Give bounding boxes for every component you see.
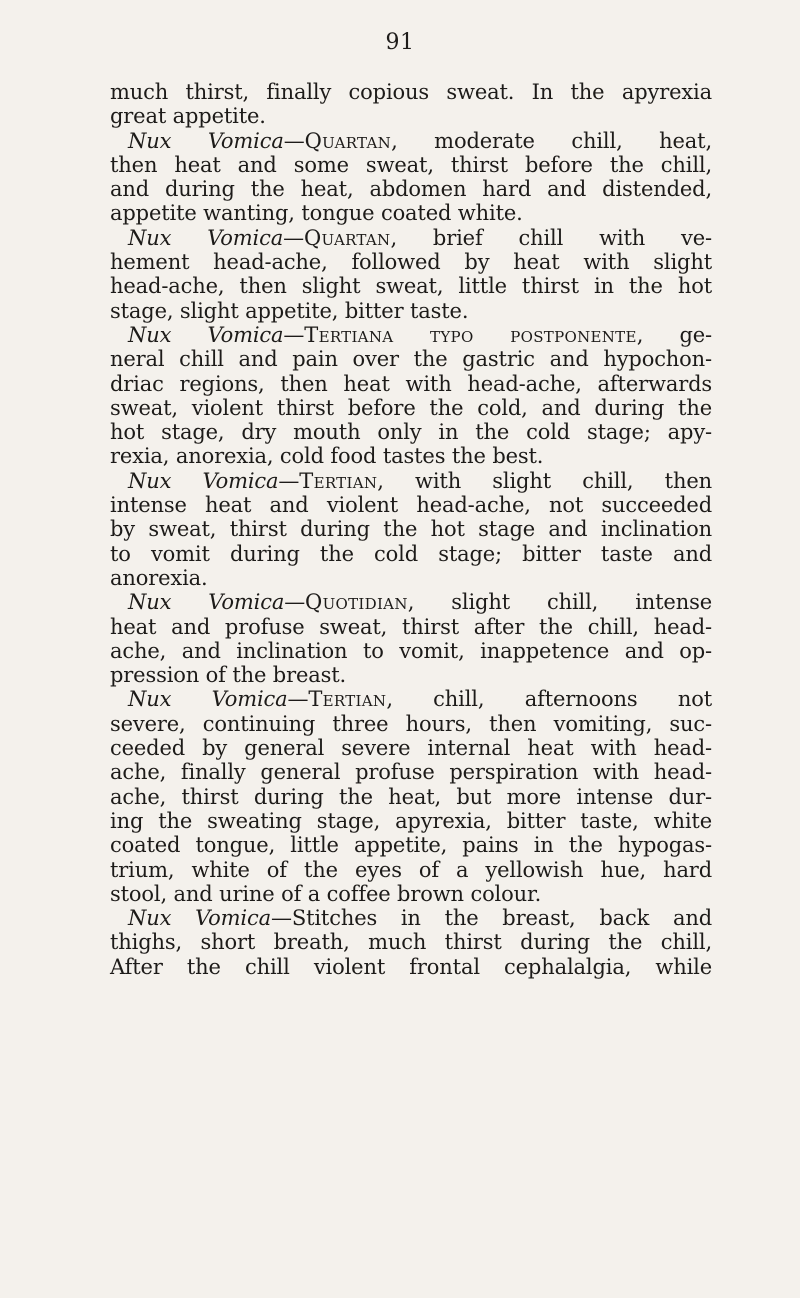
fever-type: Tertian — [308, 687, 387, 712]
text-line: much thirst, finally copious sweat. In the apyrexia — [110, 80, 712, 104]
fever-type: Quotidian — [305, 590, 408, 615]
entry-first-line — [110, 906, 712, 930]
entry-text: , slight chill, intense — [407, 590, 712, 615]
text-line: sweat, violent thirst before the cold, and during the — [110, 395, 712, 420]
text-line: great appetite. — [110, 104, 266, 129]
entry-first-line — [110, 469, 712, 493]
text-line: ache, finally general profuse perspiration with head- — [110, 760, 712, 785]
em-dash: — — [284, 590, 306, 615]
text-line: stool, and urine of a coffee brown colour. — [110, 881, 542, 906]
text-line: appetite wanting, tongue coated white. — [110, 201, 523, 226]
text-line: severe, continuing three hours, then vomiting, suc- — [110, 711, 712, 736]
text-line: hot stage, dry mouth only in the cold stage; apy- — [110, 420, 712, 445]
remedy-name: Nux Vomica — [128, 906, 271, 931]
entry-text: , brief chill with ve- — [390, 225, 712, 250]
entry-text: Stitches in the breast, back and — [291, 906, 712, 931]
remedy-name: Nux Vomica — [128, 687, 288, 712]
entry-text: , with slight chill, then — [377, 468, 712, 493]
em-dash: — — [278, 468, 300, 493]
entry-text: , chill, afternoons not — [386, 687, 712, 712]
text-line: and during the heat, abdomen hard and distended, — [110, 177, 712, 202]
em-dash: — — [287, 687, 309, 712]
text-line: anorexia. — [110, 565, 208, 590]
em-dash: — — [283, 322, 305, 347]
entry-first-line — [110, 687, 712, 711]
page-number: 91 — [385, 30, 415, 55]
em-dash: — — [283, 128, 305, 153]
text-line: rexia, anorexia, cold food tastes the best. — [110, 444, 544, 469]
entry-first-line — [110, 323, 712, 347]
entry-first-line — [110, 129, 712, 153]
text-line: then heat and some sweat, thirst before the chill, — [110, 152, 712, 177]
text-line: After the chill violent frontal cephalalgia, while — [110, 954, 712, 979]
text-line: ing the sweating stage, apyrexia, bitter taste, white — [110, 808, 712, 833]
text-line: thighs, short breath, much thirst during the chill, — [110, 930, 712, 955]
text-line: pression of the breast. — [110, 663, 347, 688]
text-line: intense heat and violent head-ache, not succeeded — [110, 493, 712, 518]
remedy-name: Nux Vomica — [128, 128, 284, 153]
remedy-name: Nux Vomica — [128, 322, 284, 347]
page-body-text — [110, 80, 712, 979]
em-dash: — — [283, 225, 304, 250]
text-line: stage, slight appetite, bitter taste. — [110, 298, 469, 323]
remedy-name: Nux Vomica — [128, 225, 284, 250]
entry-text: , moderate chill, heat, — [391, 128, 712, 153]
text-line: ceeded by general severe internal heat with head- — [110, 736, 712, 761]
text-line: heat and profuse sweat, thirst after the chill, head- — [110, 614, 712, 639]
fever-type: Tertian — [299, 468, 378, 493]
text-line: head-ache, then slight sweat, little thirst in the hot — [110, 274, 712, 299]
remedy-name: Nux Vomica — [128, 590, 285, 615]
text-line: hement head-ache, followed by heat with slight — [110, 250, 712, 275]
fever-type: Quartan — [304, 128, 392, 153]
entry-first-line — [110, 590, 712, 614]
text-line: coated tongue, little appetite, pains in the hypogas- — [110, 833, 712, 858]
text-line: to vomit during the cold stage; bitter taste and — [110, 541, 712, 566]
text-line: by sweat, thirst during the hot stage and inclination — [110, 517, 712, 542]
fever-type: Tertiana typo postponente — [304, 322, 637, 347]
entry-first-line — [110, 226, 712, 250]
fever-type: Quartan — [303, 225, 391, 250]
remedy-name: Nux Vomica — [128, 468, 279, 493]
text-line: ache, thirst during the heat, but more intense dur- — [110, 784, 712, 809]
text-line: trium, white of the eyes of a yellowish hue, hard — [110, 857, 712, 882]
text-line: ache, and inclination to vomit, inappetence and op- — [110, 638, 712, 663]
entry-text: , ge- — [636, 322, 712, 347]
text-line: neral chill and pain over the gastric and hypochon- — [110, 347, 712, 372]
text-line: driac regions, then heat with head-ache, afterwards — [110, 371, 712, 396]
em-dash: — — [270, 906, 292, 931]
